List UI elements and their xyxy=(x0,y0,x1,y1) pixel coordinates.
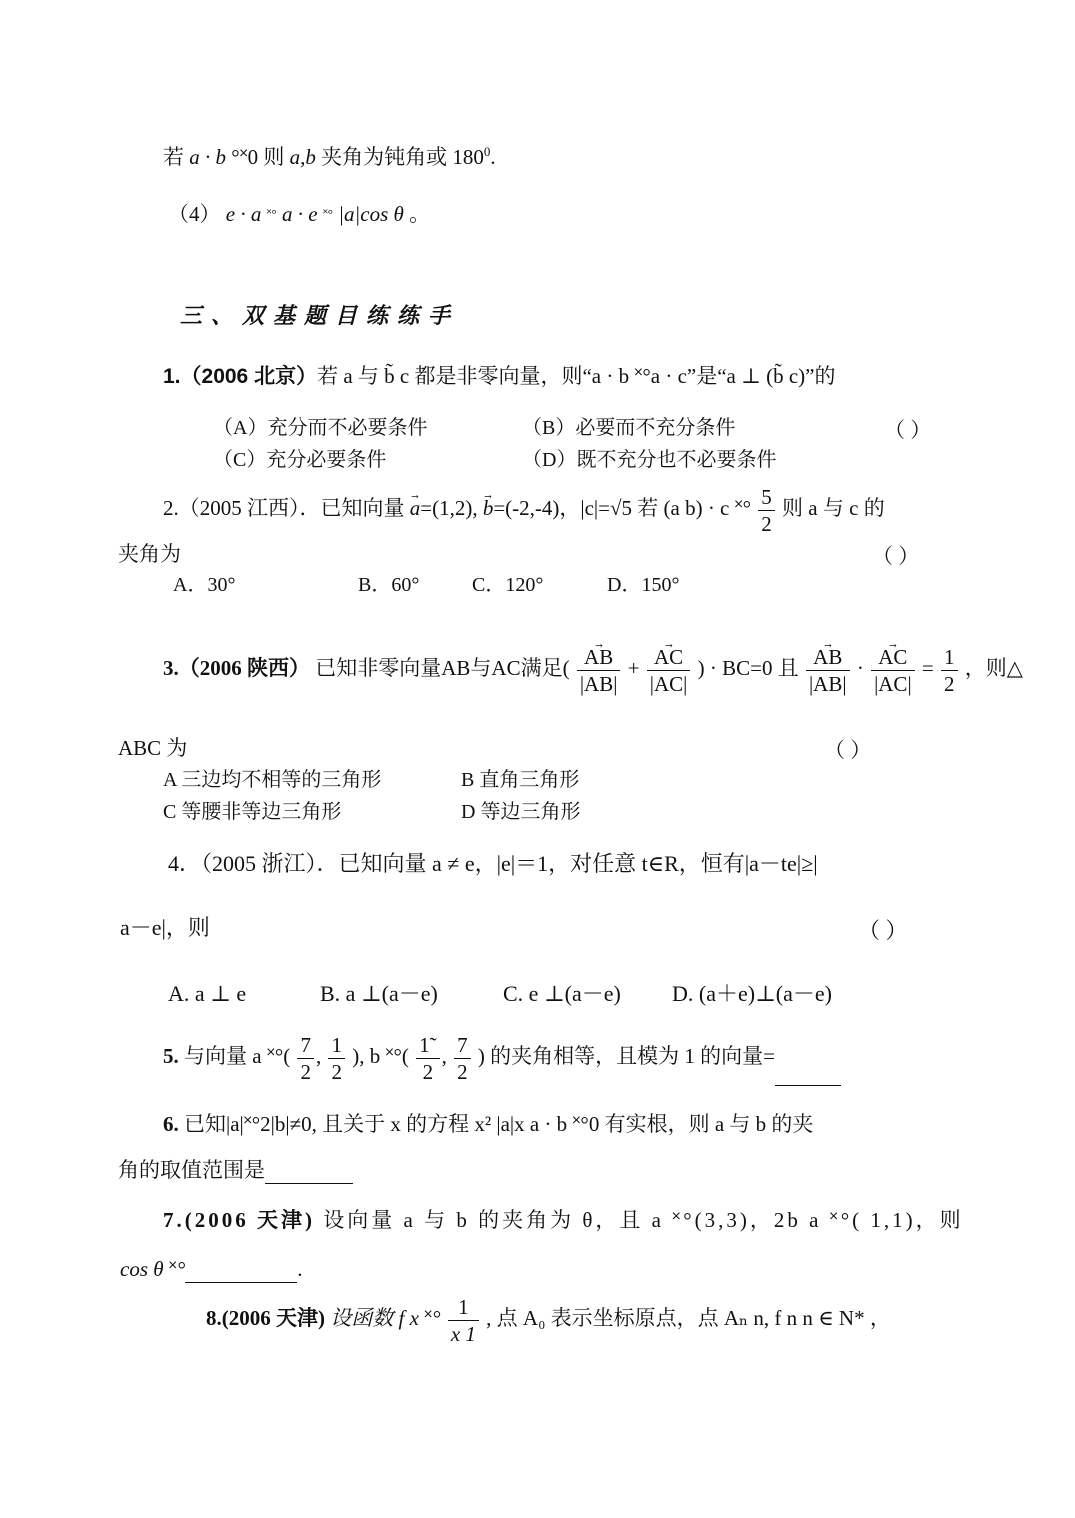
fraction xyxy=(328,1032,345,1085)
degree-sup: 0 xyxy=(483,144,491,159)
fraction-ab-norm xyxy=(577,644,621,697)
question-3 xyxy=(163,620,1023,716)
q1-option-c: （C）充分必要条件 xyxy=(213,449,387,471)
fraction-5-2 xyxy=(758,484,775,537)
q3-answer-paren: （ ） xyxy=(824,738,872,762)
question-lead: 7.(2006 天津) xyxy=(163,1208,315,1232)
fraction-num: → AB xyxy=(806,644,850,671)
math-vectors: a,b xyxy=(289,145,316,169)
question-7 xyxy=(163,1206,964,1234)
question-text: =(1,2), xyxy=(420,496,478,520)
fraction-num: 5 xyxy=(758,484,775,511)
fraction-den: 2 xyxy=(300,1059,311,1084)
question-text: 已知|a|˟°2|b|≠0, 且关于 x 的方程 x² |a|x a · b ˟°0 有实根，则 a 与 b 的夹 xyxy=(184,1112,814,1136)
fraction-den: 2 xyxy=(331,1059,342,1084)
question-lead: 8.(2006 天津) xyxy=(206,1306,325,1330)
fraction-num: 7 xyxy=(297,1032,314,1059)
fraction-num: 7 xyxy=(454,1032,471,1059)
math-expr: a · e xyxy=(282,202,318,226)
question-text: 角的取值范围是 xyxy=(118,1158,265,1182)
fraction-num: 1˜ xyxy=(416,1032,440,1059)
q3-option-b: B 直角三角形 xyxy=(461,769,580,791)
fraction xyxy=(454,1032,471,1085)
fraction-den: |AB| xyxy=(579,671,618,696)
question-5: 5. 与向量 a ˟°( $\frac{7}{2}$ , $\frac{1}{2}$ ), b ˟°( $\frac{1˜}{2}$ , $\frac{7}{2}$ ) 的夹角相等，且模为 1 的向量= xyxy=(163,1026,841,1086)
fraction-half xyxy=(941,644,958,697)
fraction-num: 1 xyxy=(941,644,958,671)
fraction-den: 2 xyxy=(944,671,955,696)
fraction-num: → AC xyxy=(871,644,915,671)
vector-a: → a xyxy=(410,480,421,536)
fraction-den: 2 xyxy=(761,511,772,536)
question-text: ) 的夹角相等，且模为 1 的向量= xyxy=(477,1044,775,1068)
q1-option-d: （D）既不充分也不必要条件 xyxy=(522,449,777,471)
question-lead: 3.（2006 陕西） xyxy=(163,656,310,680)
item-number: （4） xyxy=(168,202,221,226)
fraction-num: → AB xyxy=(577,644,621,671)
question-4: 4．（2005 浙江）．已知向量 a ≠ e，|e|＝1，对任意 t∈R，恒有|a－te|≥| xyxy=(168,851,818,876)
question-lead: 5. xyxy=(163,1044,179,1068)
fraction-den: |AC| xyxy=(874,671,912,696)
dot-operator: · xyxy=(856,656,864,680)
fraction-num: 1 xyxy=(448,1294,479,1321)
q2-option-b: B．60° xyxy=(358,574,420,596)
q4-continuation: a－e|，则 xyxy=(120,915,210,940)
text-fragment: °˟0 则 xyxy=(231,145,285,169)
fraction-num: → AC xyxy=(647,644,691,671)
question-lead: 1.（2006 北京） xyxy=(163,365,318,388)
fraction-den: |AB| xyxy=(808,671,847,696)
q6-continuation xyxy=(118,1156,353,1184)
fraction-ac-norm xyxy=(647,644,691,697)
question-lead: 6. xyxy=(163,1112,179,1136)
line-property-4 xyxy=(168,200,430,228)
line-obtuse-angle xyxy=(163,138,496,171)
question-text: cos θ ˟° xyxy=(120,1257,186,1281)
equals-sign: = xyxy=(921,656,934,680)
text-fragment: . xyxy=(297,1257,303,1281)
question-6 xyxy=(163,1110,813,1138)
vector-b: → b xyxy=(483,480,494,536)
text-fragment: 若 xyxy=(163,145,184,169)
question-8 xyxy=(206,1288,891,1348)
q1-option-a: （A）充分而不必要条件 xyxy=(213,417,428,439)
q4-answer-paren: （ ） xyxy=(858,918,908,943)
math-expr: e · a xyxy=(225,202,262,226)
math-expr: |a|cos θ xyxy=(338,202,404,226)
answer-blank[interactable] xyxy=(265,1161,353,1184)
fraction-1-over-x-plus-1 xyxy=(448,1294,479,1347)
q2-answer-paren: （ ） xyxy=(872,544,920,568)
fraction xyxy=(297,1032,314,1085)
text-fragment: . xyxy=(490,145,496,169)
text-fragment: 夹角为钝角或 180 xyxy=(321,145,484,169)
q3-option-d: D 等边三角形 xyxy=(461,801,581,823)
question-text: 则 a 与 c 的 xyxy=(782,496,885,520)
answer-blank[interactable] xyxy=(775,1063,841,1086)
question-text: ) · BC=0 且 xyxy=(697,656,799,680)
plus-sign: + xyxy=(627,656,640,680)
question-text: 若 a 与 b̃ c 都是非零向量，则“a · b ˟°a · c”是“a ⊥ (b̃ c)”的 xyxy=(317,364,836,388)
fraction-ab-norm-2 xyxy=(806,644,850,697)
question-lead: 2.（2005 江西）．已知向量 xyxy=(163,496,405,520)
fraction-ac-norm-2 xyxy=(871,644,915,697)
math-dot-product: a · b xyxy=(189,145,226,169)
q4-option-a: A. a ⊥ e xyxy=(168,981,247,1006)
q2-option-d: D．150° xyxy=(607,574,680,596)
question-1 xyxy=(163,362,836,391)
question-text: 已知非零向量AB与AC满足( xyxy=(315,656,570,680)
q2-option-a: A．30° xyxy=(173,574,236,596)
question-text: =(-2,-4)，|c|=√5 若 (a b) · c ˟° xyxy=(493,496,752,520)
fraction-den: 2 xyxy=(457,1059,468,1084)
question-text: 与向量 a ˟°( xyxy=(184,1044,291,1068)
q3-continuation: ABC 为 xyxy=(118,736,188,760)
question-text: 设函数 f x ˟° xyxy=(330,1306,441,1330)
q3-option-a: A 三边均不相等的三角形 xyxy=(163,769,382,791)
fraction-den: x 1 xyxy=(450,1321,476,1346)
question-text: ), b ˟°( xyxy=(352,1044,409,1068)
q1-option-b: （B）必要而不充分条件 xyxy=(522,417,736,439)
question-2 xyxy=(163,480,885,537)
answer-blank[interactable] xyxy=(185,1260,297,1283)
garbled-symbol: ˟° xyxy=(266,206,277,221)
fraction xyxy=(416,1032,440,1085)
q4-option-d: D. (a＋e)⊥(a－e) xyxy=(672,981,832,1006)
q4-option-b: B. a ⊥(a－e) xyxy=(320,981,438,1006)
q7-continuation xyxy=(120,1255,302,1283)
fraction-den: |AC| xyxy=(649,671,688,696)
fraction-den: 2 xyxy=(422,1059,434,1084)
q3-option-c: C 等腰非等边三角形 xyxy=(163,801,342,823)
q4-option-c: C. e ⊥(a－e) xyxy=(503,981,621,1006)
text-fragment: 。 xyxy=(409,202,431,226)
q2-option-c: C．120° xyxy=(472,574,544,596)
question-text: ，则△ xyxy=(964,656,1023,680)
q1-answer-paren: （ ） xyxy=(884,418,932,442)
q2-continuation: 夹角为 xyxy=(118,542,181,566)
fraction-num: 1 xyxy=(328,1032,345,1059)
question-text: , 点 A₀ 表示坐标原点，点 Aₙ n, f n n ∈ N* ， xyxy=(486,1306,891,1330)
garbled-symbol: ˟° xyxy=(322,206,333,221)
section-heading: 三、双基题目练练手 xyxy=(180,303,460,328)
question-text: 设向量 a 与 b 的夹角为 θ，且 a ˟°(3,3)，2b a ˟°( 1,1)，则 xyxy=(323,1208,964,1232)
